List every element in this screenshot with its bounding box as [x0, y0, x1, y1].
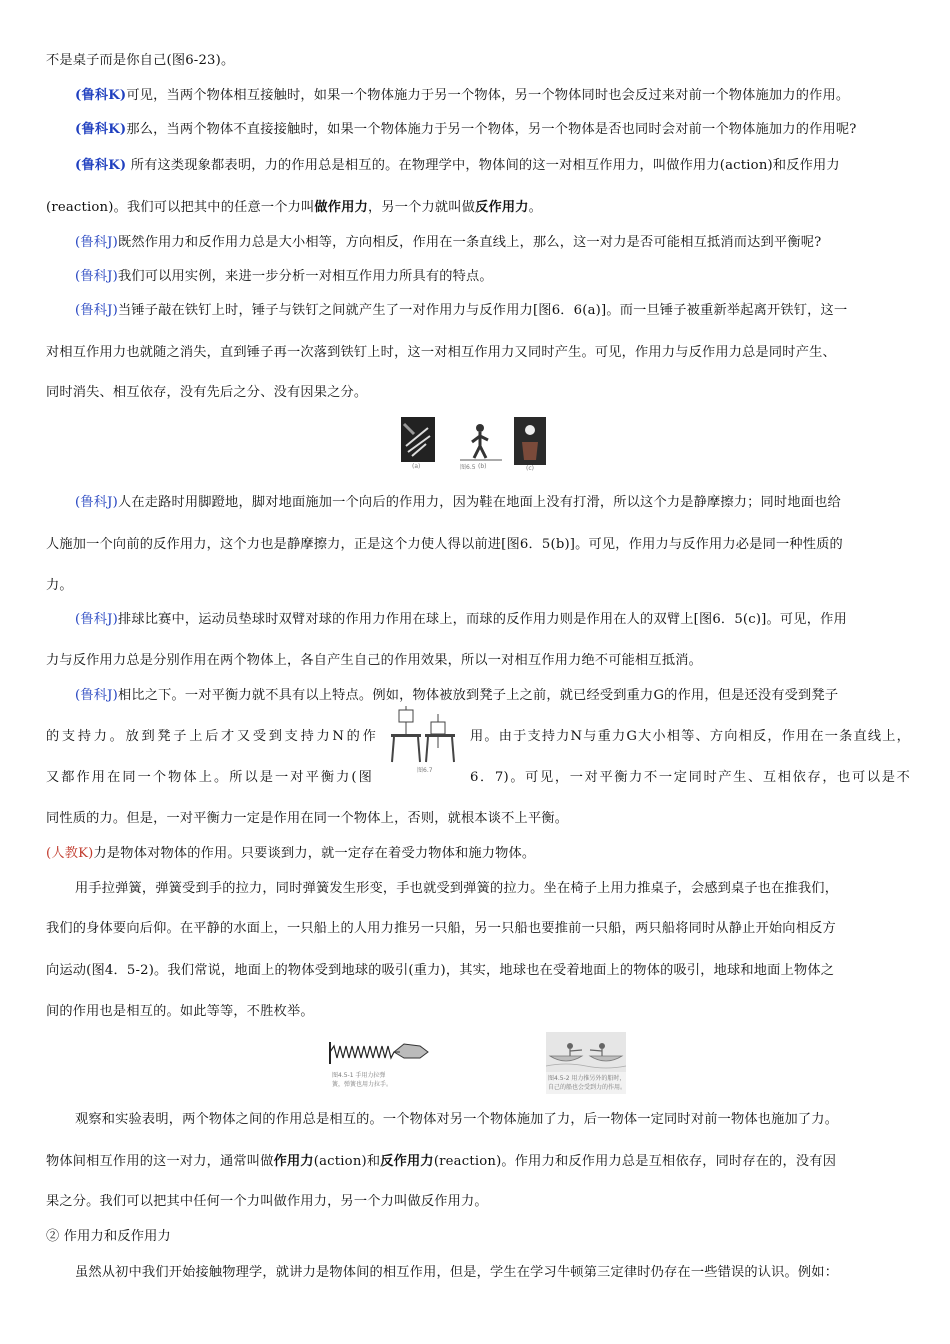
figure-6-7-image	[387, 704, 461, 768]
paragraph	[75, 87, 908, 105]
paragraph	[46, 845, 908, 863]
figure-caption: 图4.5-1 手用力拉弹	[332, 1072, 386, 1079]
source-tag: (鲁科J)	[75, 495, 118, 510]
source-tag: (鲁科K)	[75, 158, 127, 173]
source-tag: (鲁科J)	[75, 303, 118, 318]
text-line-right	[470, 769, 910, 787]
figure-caption: 图6.5	[460, 464, 476, 471]
paragraph-text: 排球比赛中，运动员垫球时双臂对球的作用力作用在球上，而球的反作用力则是作用在人的双臂上[图6．5(c)]。可见，作用	[117, 612, 847, 627]
paragraph	[75, 1111, 908, 1129]
paragraph-text: 力是物体对物体的作用。只要谈到力，就一定存在着受力物体和施力物体。	[93, 846, 536, 861]
text-line-right	[470, 728, 910, 746]
figure-caption: 自己的船也会受到力的作用。	[548, 1084, 627, 1091]
line-text: 用。由于支持力N与重力G大小相等、方向相反，作用在一条直线上，	[470, 729, 910, 744]
text-line	[46, 536, 908, 554]
line-text: ，另一个力就叫做	[367, 200, 476, 215]
heading-text: ② 作用力和反作用力	[46, 1229, 171, 1244]
term-action: 作用力	[273, 1154, 314, 1169]
term-reaction: 反作用力	[380, 1154, 434, 1169]
source-tag: (鲁科J)	[75, 612, 118, 627]
source-tag: (鲁科J)	[75, 688, 118, 703]
line-text: (reaction)。作用力和反作用力总是互相依存，同时存在的，没有因	[433, 1154, 837, 1169]
line-text: 向运动(图4．5-2)。我们常说，地面上的物体受到地球的吸引(重力)，其实，地球也在受着地面上的物体的吸引，地球和地面上物体之	[46, 963, 835, 978]
paragraph	[75, 121, 908, 139]
line-text: 果之分。我们可以把其中任何一个力叫做作用力，另一个力叫做反作用力。	[46, 1194, 488, 1209]
line-text: 同时消失、相互依存，没有先后之分、没有因果之分。	[46, 385, 368, 400]
paragraph-text: 既然作用力和反作用力总是大小相等，方向相反，作用在一条直线上，那么，这一对力是否可能相互抵消而达到平衡呢?	[117, 235, 822, 250]
figure-4-5-2-image	[546, 1032, 626, 1072]
line-text: 物体间相互作用的这一对力，通常叫做	[46, 1154, 274, 1169]
paragraph	[75, 1264, 908, 1282]
figure-label: (b)	[478, 463, 487, 470]
line-text: 间的作用也是相互的。如此等等，不胜枚举。	[46, 1004, 314, 1019]
figure-4-5-1	[328, 1036, 432, 1096]
line-text: 又都作用在同一个物体上。所以是一对平衡力(图	[46, 770, 372, 785]
paragraph	[75, 157, 908, 175]
line-text: 力。	[46, 578, 73, 593]
figure-6-7	[387, 704, 461, 776]
figure-label: (c)	[526, 465, 534, 472]
text-line	[46, 920, 908, 938]
line-text: 人施加一个向前的反作用力，这个力也是静摩擦力，正是这个力使人得以前进[图6．5(b)]。可见，作用力与反作用力必是同一种性质的	[46, 537, 843, 552]
text-line	[46, 199, 908, 217]
line-text: 对相互作用力也就随之消失，直到锤子再一次落到铁钉上时，这一对相互作用力又同时产生。可见，作用力与反作用力总是同时产生、	[46, 345, 836, 360]
source-tag: (鲁科J)	[75, 235, 118, 250]
line-text: (reaction)。我们可以把其中的任意一个力叫	[46, 200, 315, 215]
line-text: 我们的身体要向后仰。在平静的水面上，一只船上的人用力推另一只船，另一只船也要推前一只船，两只船将同时从静止开始向相反方	[46, 921, 836, 936]
text-line	[46, 577, 908, 595]
text-line	[46, 1003, 908, 1021]
paragraph-text: 人在走路时用脚蹬地，脚对地面施加一个向后的作用力，因为鞋在地面上没有打滑，所以这个力是静摩擦力；同时地面也给	[117, 495, 841, 510]
line-text: 同性质的力。但是，一对平衡力一定是作用在同一个物体上，否则，就根本谈不上平衡。	[46, 811, 569, 826]
line-text: 不是桌子而是你自己(图6-23)。	[46, 53, 235, 68]
text-line	[46, 344, 908, 362]
figure-4-5-1-image	[328, 1036, 432, 1070]
text-line	[46, 810, 908, 828]
term-reaction: 反作用力	[475, 200, 529, 215]
figure-caption: 簧，弹簧也用力拉手。	[332, 1081, 393, 1088]
paragraph	[75, 687, 908, 705]
paragraph-text: 那么，当两个物体不直接接触时，如果一个物体施力于另一个物体，另一个物体是否也同时会对前一个物体施加力的作用呢?	[126, 122, 857, 137]
text-line	[46, 1153, 908, 1171]
paragraph	[75, 268, 908, 286]
line-text: (action)和	[313, 1154, 381, 1169]
text-line	[46, 1193, 908, 1211]
text-line	[46, 652, 908, 670]
text-line-left	[46, 728, 376, 746]
figure-6-5	[400, 416, 550, 472]
paragraph-text: 虽然从初中我们开始接触物理学，就讲力是物体间的相互作用，但是，学生在学习牛顿第三定律时仍存在一些错误的认识。例如：	[75, 1265, 839, 1280]
paragraph-text: 观察和实验表明，两个物体之间的作用总是相互的。一个物体对另一个物体施加了力，后一物体一定同时对前一物体也施加了力。	[75, 1112, 839, 1127]
line-text: 。	[528, 200, 543, 215]
paragraph-text: 相比之下。一对平衡力就不具有以上特点。例如，物体被放到凳子上之前，就已经受到重力G的作用，但是还没有受到凳子	[117, 688, 839, 703]
line-text: 力与反作用力总是分别作用在两个物体上，各自产生自己的作用效果，所以一对相互作用力绝不可能相互抵消。	[46, 653, 702, 668]
source-tag: (鲁科J)	[75, 269, 118, 284]
section-heading	[46, 1228, 908, 1246]
line-text: 6．7)。可见，一对平衡力不一定同时产生、互相依存，也可以是不	[470, 770, 910, 785]
line-text: 的支持力。放到凳子上后才又受到支持力N的作	[46, 729, 376, 744]
paragraph-text: 所有这类现象都表明，力的作用总是相互的。在物理学中，物体间的这一对相互作用力，叫做作用力(action)和反作用力	[126, 158, 840, 173]
text-line-left	[46, 769, 372, 787]
paragraph-text: 我们可以用实例，来进一步分析一对相互作用力所具有的特点。	[117, 269, 493, 284]
paragraph	[75, 302, 908, 320]
paragraph	[75, 494, 908, 512]
paragraph	[75, 880, 908, 898]
source-tag: (鲁科K)	[75, 122, 127, 137]
text-line	[46, 384, 908, 402]
figure-caption: 图6.7	[417, 767, 433, 774]
figure-4-5-2	[546, 1032, 626, 1094]
source-tag: (鲁科K)	[75, 88, 127, 103]
figure-caption: 图4.5-2 用力推另外的船时，	[548, 1075, 626, 1082]
paragraph	[75, 611, 908, 629]
paragraph-text: 当锤子敲在铁钉上时，锤子与铁钉之间就产生了一对作用力与反作用力[图6．6(a)]。而一旦锤子被重新举起离开铁钉，这一	[117, 303, 848, 318]
term-action: 做作用力	[314, 200, 368, 215]
text-line	[46, 962, 908, 980]
source-tag: (人教K)	[46, 846, 94, 861]
paragraph-text: 可见，当两个物体相互接触时，如果一个物体施力于另一个物体，另一个物体同时也会反过来对前一个物体施加力的作用。	[126, 88, 850, 103]
paragraph-text: 用手拉弹簧，弹簧受到手的拉力，同时弹簧发生形变，手也就受到弹簧的拉力。坐在椅子上用力推桌子，会感到桌子也在推我们，	[75, 881, 839, 896]
figure-label: (a)	[412, 463, 421, 470]
paragraph	[75, 234, 908, 252]
text-line	[46, 52, 908, 70]
